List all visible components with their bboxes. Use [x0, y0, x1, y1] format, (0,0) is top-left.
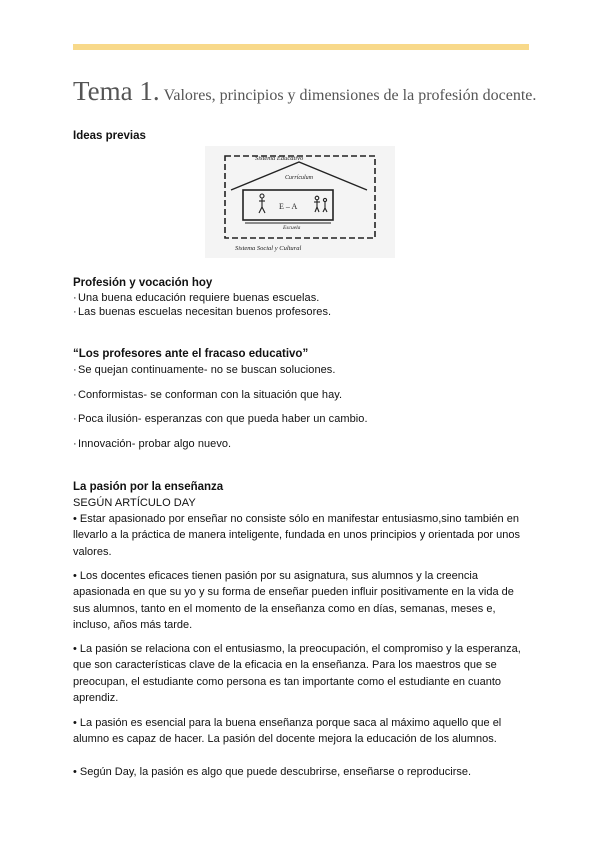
subheading-articulo-day: SEGÚN ARTÍCULO DAY — [73, 497, 196, 509]
inner-label: E – A — [279, 202, 298, 211]
list-item: ·Innovación- probar algo nuevo. — [73, 438, 232, 450]
heading-ideas-previas: Ideas previas — [73, 130, 146, 142]
paragraph: • Los docentes eficaces tienen pasión por su asignatura, sus alumnos y la creencia apasionada en que su yo y su forma de enseñar pueden influir positivamente en la vida de sus alumnos, tanto en el momento de la enseñanza como en días, semanas, meses e, incluso, años más tarde. — [73, 570, 514, 631]
floor-label: Escuela — [283, 225, 301, 231]
page-title — [73, 76, 536, 107]
paragraph: • Estar apasionado por enseñar no consiste sólo en manifestar entusiasmo,sino también en llevarlo a la práctica de manera inteligente, fundada en unos principios y orientada por unos valores. — [73, 513, 521, 558]
list-item: ·Conformistas- se conforman con la situación que hay. — [73, 389, 343, 401]
header-accent-bar — [73, 44, 529, 50]
outer-label: Sistema Educativo — [255, 155, 304, 162]
bullet-dot: · — [73, 364, 77, 376]
bullet-dot: · — [73, 438, 77, 450]
paragraph: • Según Day, la pasión es algo que puede descubrirse, enseñarse o reproducirse. — [73, 766, 472, 778]
list-item: ·Poca ilusión- esperanzas con que pueda haber un cambio. — [73, 413, 368, 425]
list-item: ·Una buena educación requiere buenas escuelas. — [73, 292, 320, 304]
paragraph: • La pasión es esencial para la buena enseñanza porque saca al máximo aquello que el alumno es capaz de hacer. La pasión del docente mejora la educación de los alumnos. — [73, 717, 502, 746]
title-rest: Valores, principios y dimensiones de la profesión docente. — [163, 87, 537, 104]
list-item: ·Se quejan continuamente- no se buscan soluciones. — [73, 364, 336, 376]
heading-pasion: La pasión por la enseñanza — [73, 481, 224, 493]
list-item: ·Las buenas escuelas necesitan buenos profesores. — [73, 306, 332, 318]
bullet-dot: · — [73, 292, 77, 304]
paragraph: • La pasión se relaciona con el entusiasmo, la preocupación, el compromiso y la esperanza, que son características clave de la eficacia en la enseñanza. Para los maestros que se preocupan, el estudiante como persona es tan importante como el estudiante en cuanto aprendiz. — [73, 643, 521, 704]
heading-profesion: Profesión y vocación hoy — [73, 277, 213, 289]
bottom-label: Sistema Social y Cultural — [235, 245, 302, 252]
bullet-dot: · — [73, 389, 77, 401]
diagram-sketch — [205, 146, 395, 258]
school-system-diagram — [205, 146, 395, 258]
bullet-dot: · — [73, 413, 77, 425]
roof-label: Currículum — [285, 175, 314, 181]
heading-fracaso: “Los profesores ante el fracaso educativo” — [73, 348, 309, 360]
title-main: Tema 1. — [73, 76, 160, 106]
bullet-dot: · — [73, 306, 77, 318]
